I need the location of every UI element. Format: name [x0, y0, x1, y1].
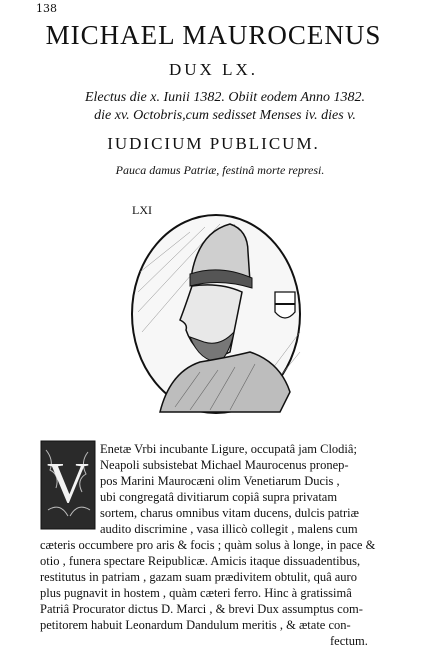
svg-text:V: V [47, 450, 89, 515]
body-line: plus pugnavit in hostem , quàm cæteri ferro. Hinc à gratissimâ [40, 586, 352, 600]
body-line: sortem, charus omnibus vitam ducens, dulcis patriæ [100, 506, 359, 520]
page-number: 138 [36, 2, 57, 15]
election-line-2: die xv. Octobris,cum sedisset Menses iv. dies v. [94, 108, 356, 123]
election-line-1: Electus die x. Iunii 1382. Obiit eodem Anno 1382. [84, 90, 366, 105]
motto-quote: Pauca damus Patriæ, festinâ morte represi. [115, 163, 325, 177]
page-title: MICHAEL MAUROCENUS [45, 20, 382, 50]
body-line: Enetæ Vrbi incubante Ligure, occupatâ jam Clodiâ; [100, 442, 357, 456]
body-line: Patriâ Procurator dictus D. Marci , & brevi Dux assumptus com- [40, 602, 363, 616]
body-line: Neapoli subsistebat Michael Maurocenus pronep- [100, 458, 349, 472]
motto-heading: IUDICIUM PUBLICUM. [107, 134, 320, 153]
body-line: restitutus in patriam , gazam suam prædivitem obtulit, quâ auro [40, 570, 357, 584]
page-subtitle: DUX LX. [169, 60, 258, 79]
body-line: ubi congregatâ divitiarum copiâ supra privatam [100, 490, 338, 504]
doge-portrait-image [130, 212, 305, 422]
dropcap-initial [40, 440, 96, 530]
body-line: pos Marini Maurocæni olim Venetiarum Ducis , [100, 474, 340, 488]
body-line: audito discrimine , vasa illicò collegit , malens cum [100, 522, 358, 536]
portrait-number: LXI [132, 203, 152, 217]
body-line: fectum. [330, 634, 368, 648]
body-line: otio , funera spectare Reipublicæ. Amicis itaque dissuadentibus, [40, 554, 361, 568]
body-line: cæteris occumbere pro aris & focis ; quàm solus à longe, in pace & [40, 538, 376, 552]
body-line: petitorem habuit Leonardum Dandulum meritis , & ætate con- [40, 618, 351, 632]
